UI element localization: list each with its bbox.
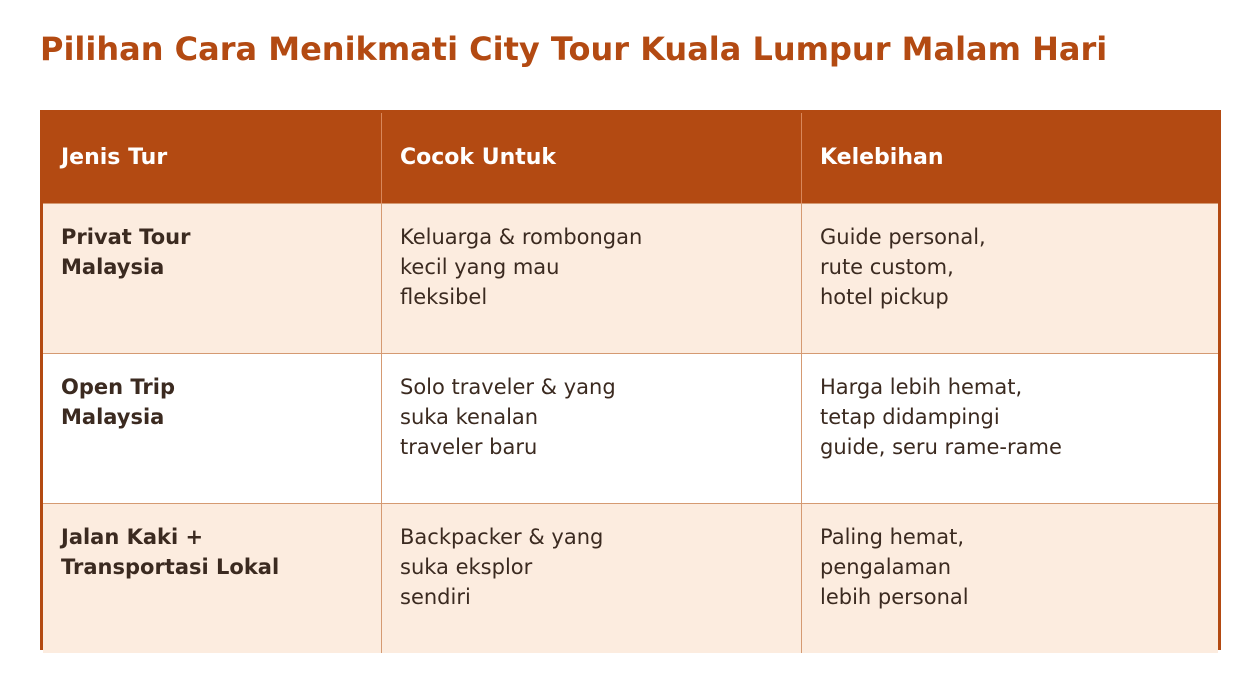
suitable-for-cell (382, 204, 802, 353)
table-row (43, 353, 1218, 503)
advantages-line: tetap didampingi (820, 405, 1000, 429)
advantages-cell (802, 504, 1218, 653)
header-cocok-untuk: Cocok Untuk (382, 113, 802, 203)
suitable-for-line: Solo traveler & yang (400, 375, 616, 399)
advantages-line: guide, seru rame-rame (820, 435, 1062, 459)
tour-comparison-table (40, 110, 1221, 650)
advantages-line: Paling hemat, (820, 525, 965, 549)
tour-type-cell (43, 504, 382, 653)
suitable-for-cell (382, 354, 802, 503)
tour-type-line: Jalan Kaki + (61, 525, 204, 549)
advantages-cell (802, 354, 1218, 503)
advantages-line: Guide personal, (820, 225, 986, 249)
tour-type-line: Malaysia (61, 255, 165, 279)
advantages-cell (802, 204, 1218, 353)
suitable-for-line: suka eksplor (400, 555, 533, 579)
suitable-for-line: kecil yang mau (400, 255, 560, 279)
suitable-for-line: fleksibel (400, 285, 488, 309)
advantages-line: lebih personal (820, 585, 969, 609)
suitable-for-line: suka kenalan (400, 405, 539, 429)
table-row (43, 203, 1218, 353)
advantages-line: rute custom, (820, 255, 954, 279)
tour-type-cell (43, 354, 382, 503)
tour-type-line: Privat Tour (61, 225, 191, 249)
suitable-for-line: sendiri (400, 585, 471, 609)
suitable-for-cell (382, 504, 802, 653)
suitable-for-line: Keluarga & rombongan (400, 225, 643, 249)
advantages-line: pengalaman (820, 555, 952, 579)
table-header-row (43, 113, 1218, 203)
header-kelebihan: Kelebihan (820, 145, 944, 170)
tour-type-line: Malaysia (61, 405, 165, 429)
header-jenis-tur: Jenis Tur (43, 113, 382, 203)
tour-type-line: Transportasi Lokal (61, 555, 280, 579)
page-title: Pilihan Cara Menikmati City Tour Kuala Lumpur Malam Hari (40, 30, 1108, 68)
suitable-for-line: traveler baru (400, 435, 538, 459)
tour-type-cell (43, 204, 382, 353)
advantages-line: hotel pickup (820, 285, 949, 309)
advantages-line: Harga lebih hemat, (820, 375, 1023, 399)
tour-type-line: Open Trip (61, 375, 175, 399)
suitable-for-line: Backpacker & yang (400, 525, 604, 549)
table-row (43, 503, 1218, 653)
